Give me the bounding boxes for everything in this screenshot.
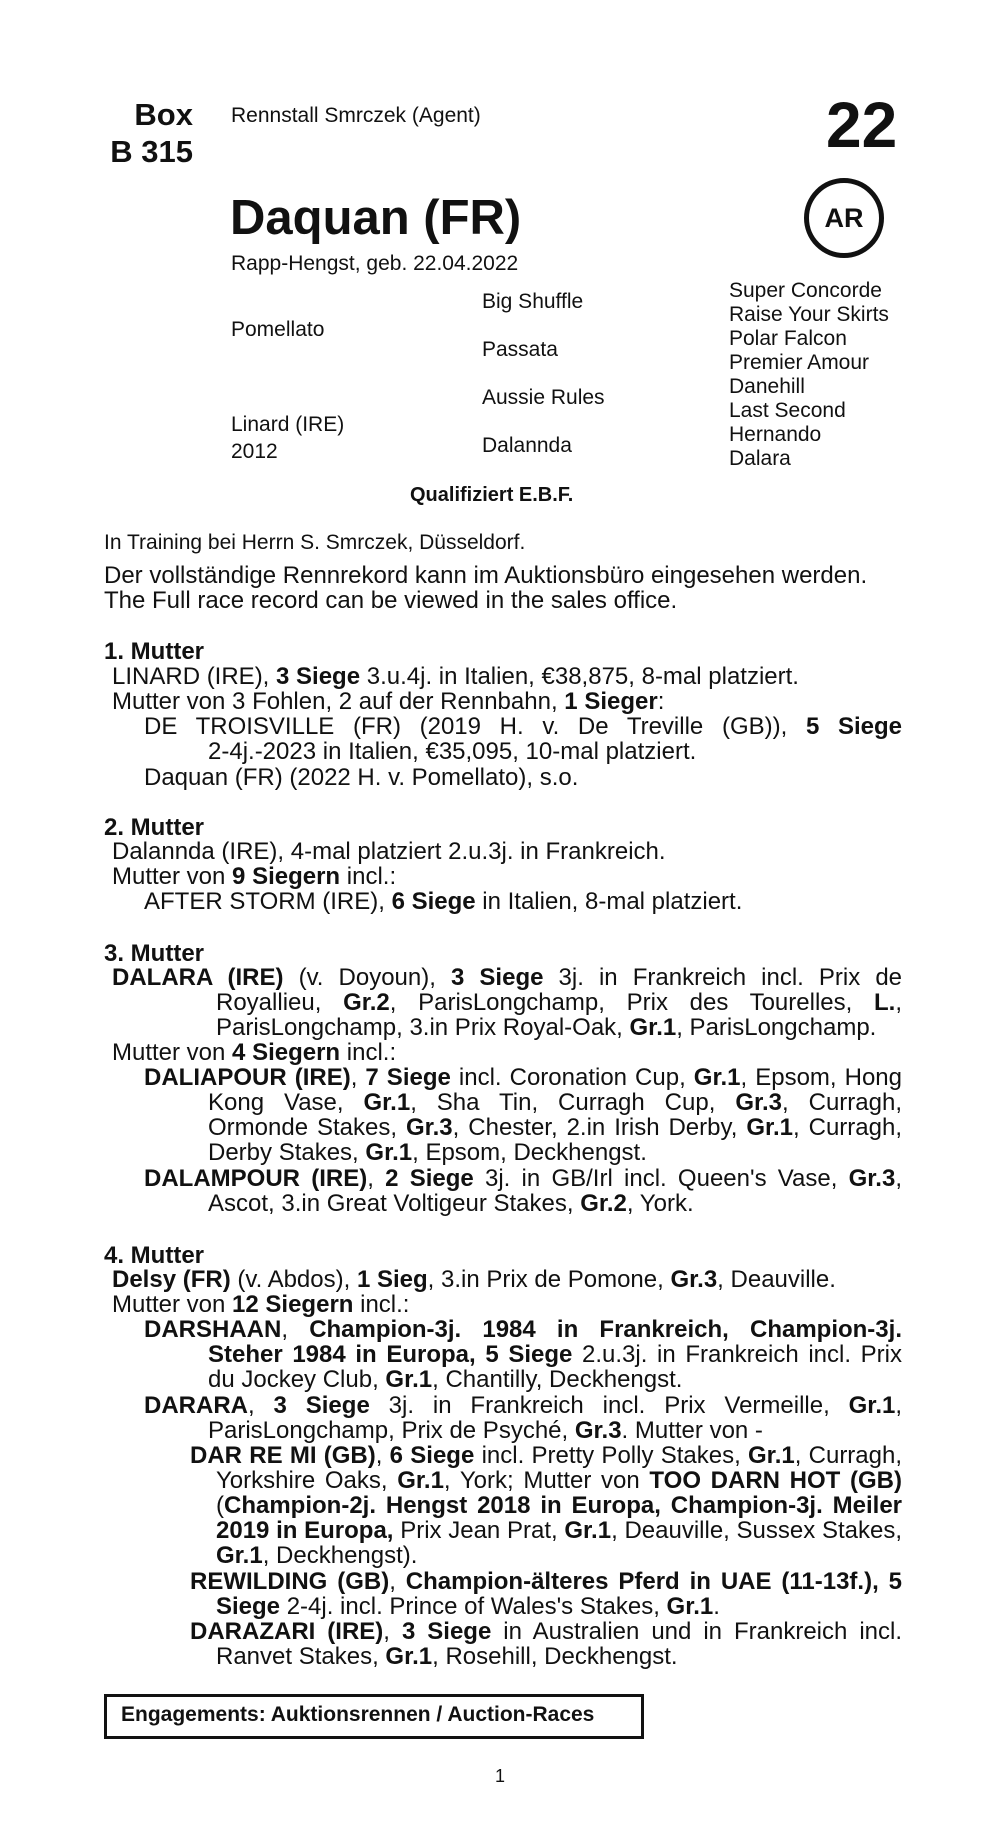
text-run: , Curragh, Ormonde Stakes, xyxy=(208,1089,902,1141)
training-note: In Training bei Herrn S. Smrczek, Düsseldorf. xyxy=(104,531,526,554)
pedigree-gen3-item: Raise Your Skirts xyxy=(729,303,889,326)
text-run: , Deauville. xyxy=(717,1266,836,1293)
ar-badge-label: AR xyxy=(824,202,864,233)
text-run: incl.: xyxy=(353,1291,410,1318)
horse-description: Rapp-Hengst, geb. 22.04.2022 xyxy=(231,252,519,275)
pedigree-dam-year: 2012 xyxy=(231,440,278,463)
bold-text-run: 2 Siege xyxy=(385,1165,474,1192)
text-run: Prix Jean Prat, xyxy=(393,1517,565,1544)
bold-text-run: 1 Sieger xyxy=(564,688,658,715)
section-title-4: 4. Mutter xyxy=(104,1242,205,1269)
text-run: , xyxy=(248,1392,274,1419)
bold-text-run: DALAMPOUR (IRE) xyxy=(144,1165,368,1192)
m4-grandproduce-entry xyxy=(190,1443,902,1568)
text-run: , 3.in Prix de Pomone, xyxy=(427,1266,671,1293)
bold-text-run: Gr.1 xyxy=(746,1114,794,1141)
text-run: . Mutter von - xyxy=(621,1417,763,1444)
text-run: AFTER STORM (IRE), xyxy=(144,888,392,915)
text-run: , Curragh, Derby Stakes, xyxy=(208,1114,902,1166)
text-run: DE TROISVILLE (FR) (2019 H. v. De Treville (GB)), xyxy=(144,713,806,740)
text-run: , Sha Tin, Curragh Cup, xyxy=(410,1089,736,1116)
text-run: (v. Abdos), xyxy=(230,1266,357,1293)
text-run: LINARD (IRE), xyxy=(112,663,277,690)
bold-text-run: 9 Siegern xyxy=(232,863,341,890)
bold-text-run: Gr.1 xyxy=(848,1392,896,1419)
text-run: 2.u.3j. in Frankreich incl. Prix du Jockey Club, xyxy=(208,1341,902,1393)
bold-text-run: DARAZARI (IRE) xyxy=(190,1618,384,1645)
text-run: 3j. in Frankreich incl. Prix Vermeille, xyxy=(369,1392,849,1419)
section-title-2: 2. Mutter xyxy=(104,814,205,841)
ar-badge xyxy=(804,178,884,258)
text-run: , ParisLongchamp, 3.in Prix Royal-Oak, xyxy=(216,989,902,1041)
text-run: , Chester, 2.in Irish Derby, xyxy=(452,1114,747,1141)
text-run: Mutter von xyxy=(112,863,233,890)
bold-text-run: Delsy (FR) xyxy=(112,1266,231,1293)
pedigree-gen3-item: Polar Falcon xyxy=(729,327,847,350)
m4-grandproduce-entry xyxy=(190,1569,902,1619)
text-run: incl. Coronation Cup, xyxy=(450,1064,694,1091)
text-run: ( xyxy=(216,1492,224,1519)
text-run: Mutter von xyxy=(112,1039,233,1066)
text-run: , xyxy=(375,1442,390,1469)
bold-text-run: Champion-3j. 1984 in Frankreich, Champion-3j. Steher 1984 in Europa, 5 Siege xyxy=(208,1316,902,1368)
bold-text-run: DALARA (IRE) xyxy=(112,964,284,991)
section-title-1: 1. Mutter xyxy=(104,638,205,665)
text-run: incl.: xyxy=(340,1039,397,1066)
bold-text-run: 7 Siege xyxy=(365,1064,451,1091)
text-run: 2-4j. incl. Prince of Wales's Stakes, xyxy=(280,1593,667,1620)
bold-text-run: 3 Siege xyxy=(451,964,544,991)
text-run: in Australien und in Frankreich incl. Ranvet Stakes, xyxy=(216,1618,903,1670)
pedigree-gen3-item: Premier Amour xyxy=(729,351,870,374)
m4-produce-entry xyxy=(144,1393,902,1443)
bold-text-run: Gr.1 xyxy=(397,1467,444,1494)
bold-text-run: 4 Siegern xyxy=(232,1039,341,1066)
record-note-en: The Full race record can be viewed in the sales office. xyxy=(104,587,678,614)
bold-text-run: Gr.3 xyxy=(848,1165,896,1192)
bold-text-run: 6 Siege xyxy=(391,888,476,915)
text-run: . xyxy=(713,1593,720,1620)
bold-text-run: Gr.3 xyxy=(574,1417,622,1444)
bold-text-run: 3 Siege xyxy=(276,663,361,690)
pedigree-gen2-item: Aussie Rules xyxy=(482,386,605,409)
record-note-de: Der vollständige Rennrekord kann im Auktionsbüro eingesehen werden. xyxy=(104,562,868,589)
bold-text-run: REWILDING (GB) xyxy=(190,1568,390,1595)
bold-text-run: DARSHAAN xyxy=(144,1316,282,1343)
m1-produce-summary xyxy=(112,689,902,714)
text-run: , York; Mutter von xyxy=(443,1467,650,1494)
engagements-label: Engagements: Auktionsrennen / Auction-Races xyxy=(121,1703,595,1726)
m3-dam-record xyxy=(112,965,902,1040)
text-run: incl. Pretty Polly Stakes, xyxy=(474,1442,749,1469)
text-run: (v. Doyoun), xyxy=(283,964,451,991)
bold-text-run: Gr.1 xyxy=(216,1542,263,1569)
bold-text-run: 5 Siege xyxy=(805,713,903,740)
text-run: 3.u.4j. in Italien, €38,875, 8-mal platziert. xyxy=(360,663,799,690)
text-run: , ParisLongchamp. xyxy=(676,1014,877,1041)
pedigree-gen3-list xyxy=(729,279,889,471)
text-run: , York. xyxy=(626,1190,694,1217)
text-run: Mutter von 3 Fohlen, 2 auf der Rennbahn, xyxy=(112,688,565,715)
text-run: , xyxy=(383,1618,402,1645)
bold-text-run: Champion-2j. Hengst 2018 in Europa, Champion-3j. Meiler 2019 in Europa, xyxy=(216,1492,902,1544)
bold-text-run: DAR RE MI (GB) xyxy=(190,1442,376,1469)
bold-text-run: DARARA xyxy=(144,1392,248,1419)
text-run: Mutter von xyxy=(112,1291,233,1318)
text-run: incl.: xyxy=(340,863,397,890)
bold-text-run: Gr.1 xyxy=(385,1643,433,1670)
qualification: Qualifiziert E.B.F. xyxy=(410,484,574,506)
bold-text-run: TOO DARN HOT (GB) xyxy=(649,1467,903,1494)
bold-text-run: Gr.3 xyxy=(670,1266,718,1293)
text-run: , xyxy=(389,1568,406,1595)
page-number: 1 xyxy=(495,1766,506,1786)
box-label xyxy=(93,96,193,170)
bold-text-run: 3 Siege xyxy=(401,1618,492,1645)
bold-text-run: Gr.1 xyxy=(363,1089,411,1116)
m1-produce-entry: Daquan (FR) (2022 H. v. Pomellato), s.o. xyxy=(144,764,579,791)
text-run: , ParisLongchamp, Prix de Psyché, xyxy=(208,1392,903,1444)
bold-text-run: 6 Siege xyxy=(389,1442,475,1469)
text-run: , Epsom, Hong Kong Vase, xyxy=(208,1064,902,1116)
m1-produce-entry: DE TROISVILLE (FR) (2019 H. v. De Treville (GB)), 5 Siege 2-4j.-2023 in Italien, €35,095, 10-mal platziert. xyxy=(144,713,903,765)
text-run: , xyxy=(281,1316,310,1343)
m4-grandproduce-entry xyxy=(190,1619,902,1669)
m4-produce-entry xyxy=(144,1317,902,1392)
text-run: , Chantilly, Deckhengst. xyxy=(432,1366,683,1393)
text-run: , xyxy=(367,1165,386,1192)
text-run: , Deauville, Sussex Stakes, xyxy=(611,1517,902,1544)
pedigree-gen3-item: Super Concorde xyxy=(729,279,882,302)
m3-produce-summary xyxy=(112,1040,902,1065)
m4-produce-summary xyxy=(112,1292,902,1317)
text-run: 3j. in GB/Irl incl. Queen's Vase, xyxy=(473,1165,849,1192)
pedigree-gen2-item: Passata xyxy=(482,338,558,361)
pedigree-dam: Linard (IRE) xyxy=(231,413,345,436)
bold-text-run: DALIAPOUR (IRE) xyxy=(144,1064,351,1091)
m2-dam-record: Dalannda (IRE), 4-mal platziert 2.u.3j. in Frankreich. xyxy=(112,838,666,865)
engagements-box xyxy=(104,1694,644,1739)
text-run: , Deckhengst). xyxy=(262,1542,418,1569)
bold-text-run: Gr.2 xyxy=(580,1190,627,1217)
bold-text-run: 3 Siege xyxy=(273,1392,370,1419)
text-run: , ParisLongchamp, Prix des Tourelles, xyxy=(389,989,874,1016)
pedigree-gen3-item: Last Second xyxy=(729,399,846,422)
m2-produce-summary xyxy=(112,864,902,889)
bold-text-run: Gr.1 xyxy=(666,1593,714,1620)
section-title-3: 3. Mutter xyxy=(104,940,205,967)
bold-text-run: Gr.1 xyxy=(385,1366,433,1393)
bold-text-run: Gr.3 xyxy=(405,1114,453,1141)
text-run: , xyxy=(350,1064,366,1091)
text-run: 3j. in Frankreich incl. Prix de Royallieu, xyxy=(216,964,903,1016)
bold-text-run: L. xyxy=(874,989,896,1016)
bold-text-run: Gr.1 xyxy=(629,1014,677,1041)
bold-text-run: Gr.1 xyxy=(748,1442,795,1469)
pedigree-gen2-item: Dalannda xyxy=(482,434,572,457)
bold-text-run: Gr.1 xyxy=(564,1517,612,1544)
text-run: in Italien, 8-mal platziert. xyxy=(475,888,743,915)
lot-number: 22 xyxy=(826,89,898,161)
box-number: B 315 xyxy=(110,134,193,169)
box-word: Box xyxy=(134,97,193,132)
m2-produce-entry xyxy=(144,889,902,914)
pedigree-gen3-item: Danehill xyxy=(729,375,805,398)
pedigree-gen3-item: Dalara xyxy=(729,447,791,470)
pedigree-sire: Pomellato xyxy=(231,318,325,341)
pedigree-gen2-item: Big Shuffle xyxy=(482,290,584,313)
bold-text-run: Champion-älteres Pferd in UAE (11-13f.), 5 Siege xyxy=(216,1568,902,1620)
m3-produce-entry xyxy=(144,1166,902,1216)
horse-name: Daquan (FR) xyxy=(230,191,522,245)
text-run: , Epsom, Deckhengst. xyxy=(412,1139,647,1166)
bold-text-run: Gr.1 xyxy=(693,1064,741,1091)
bold-text-run: 1 Sieg xyxy=(356,1266,428,1293)
pedigree-gen3-item: Hernando xyxy=(729,423,822,446)
text-run: , Curragh, Yorkshire Oaks, xyxy=(216,1442,903,1494)
bold-text-run: Gr.3 xyxy=(735,1089,783,1116)
bold-text-run: Gr.2 xyxy=(343,989,390,1016)
m4-dam-record xyxy=(112,1267,902,1292)
m1-dam-record xyxy=(112,664,902,689)
bold-text-run: Gr.1 xyxy=(365,1139,413,1166)
text-run: , Rosehill, Deckhengst. xyxy=(432,1643,678,1670)
consignor: Rennstall Smrczek (Agent) xyxy=(231,104,481,127)
bold-text-run: 12 Siegern xyxy=(232,1291,354,1318)
text-run: , Ascot, 3.in Great Voltigeur Stakes, xyxy=(208,1165,902,1217)
m3-produce-entry xyxy=(144,1065,902,1165)
text-run: : xyxy=(657,688,665,715)
